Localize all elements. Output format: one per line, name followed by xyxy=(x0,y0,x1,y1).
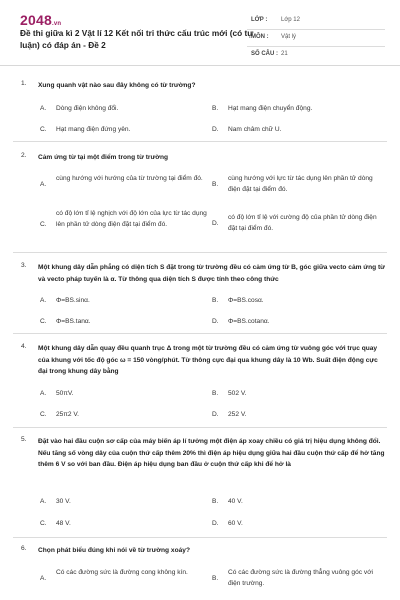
option-letter: A. xyxy=(40,297,47,304)
meta-row-count xyxy=(247,47,385,64)
question-divider xyxy=(13,252,387,253)
option-text: Có các đường sức là đường cong không kín. xyxy=(56,569,188,576)
option-text: Φ=BS.cotanα. xyxy=(228,318,270,325)
question-text: Một khung dây dẫn phẳng có diện tích S đặt trong từ trường đều có cảm ứng từ B, góc giữa vecto cảm ứng từ và vecto pháp tuyến là α. Từ thông qua diện tích S được tính theo công thức xyxy=(38,264,385,283)
meta-label-subject: MÔN : xyxy=(251,34,269,40)
question-divider xyxy=(13,537,387,538)
logo-text: 2048 xyxy=(20,12,52,28)
option-text: 40 V. xyxy=(228,498,243,505)
question-text: Xung quanh vật nào sau đây không có từ trường? xyxy=(38,82,196,89)
option-text: Có các đường sức là đường thẳng vuông góc với điện trường. xyxy=(228,569,373,587)
option-letter: A. xyxy=(40,390,47,397)
meta-value-subject: Vật lý xyxy=(281,34,297,40)
question-text: Chọn phát biểu đúng khi nói về từ trường xoáy? xyxy=(38,547,190,554)
option-letter: A. xyxy=(40,498,47,505)
option-letter: C. xyxy=(40,126,47,133)
meta-label-count: SỐ CÂU : xyxy=(251,51,278,57)
option-letter: B. xyxy=(212,575,219,582)
option-text: 50πV. xyxy=(56,390,74,397)
option-text: cùng hướng với hướng của từ trường tại điểm đó. xyxy=(56,175,203,182)
meta-value-class: Lớp 12 xyxy=(281,17,300,23)
question-number: 2. xyxy=(21,152,27,159)
question-number: 4. xyxy=(21,343,27,350)
exam-meta-table xyxy=(247,13,385,64)
option-text: 252 V. xyxy=(228,411,247,418)
option-text: Φ=BS.tanα. xyxy=(56,318,91,325)
option-letter: B. xyxy=(212,297,219,304)
question-number: 3. xyxy=(21,262,27,269)
question-divider xyxy=(13,333,387,334)
option-letter: C. xyxy=(40,411,47,418)
site-logo[interactable] xyxy=(20,12,61,28)
exam-title: Đề thi giữa kì 2 Vật lí 12 Kết nối tri thức cấu trúc mới (có tự luận) có đáp án - Đề 2 xyxy=(20,28,254,50)
option-letter: A. xyxy=(40,181,47,188)
meta-row-subject xyxy=(247,30,385,47)
option-text: Φ=BS.sinα. xyxy=(56,297,90,304)
option-letter: C. xyxy=(40,520,47,527)
question-divider xyxy=(13,141,387,142)
option-text: Φ=BS.cosα. xyxy=(228,297,264,304)
option-text: Dòng điện không đổi. xyxy=(56,105,119,112)
option-letter: D. xyxy=(212,318,219,325)
option-text: có độ lớn tỉ lệ với cường độ của phần tử dòng điện đặt tại điểm đó. xyxy=(228,214,377,232)
question-number: 1. xyxy=(21,80,27,87)
question-number: 5. xyxy=(21,436,27,443)
option-letter: D. xyxy=(212,220,219,227)
question-text: Một khung dây dẫn quay đều quanh trục Δ trong một từ trường đều có cảm ứng từ vuông góc với trục quay của khung với tốc độ góc ω = 150 vòng/phút. Từ thông cực đại qua khung dây là 10 Wb. Suất điện động cực đại trong khung dây bằng xyxy=(38,345,378,376)
option-text: Hạt mang điện chuyển động. xyxy=(228,105,313,112)
option-text: Nam châm chữ U. xyxy=(228,126,282,133)
question-text: Cảm ứng từ tại một điểm trong từ trường xyxy=(38,154,169,161)
option-letter: A. xyxy=(40,105,47,112)
logo-suffix: .vn xyxy=(51,21,62,27)
option-letter: D. xyxy=(212,126,219,133)
option-letter: D. xyxy=(212,411,219,418)
meta-value-count: 21 xyxy=(281,51,288,57)
option-text: cùng hướng với lực từ tác dụng lên phần tử dòng điện đặt tại điểm đó. xyxy=(228,175,373,193)
option-text: 30 V. xyxy=(56,498,71,505)
option-letter: B. xyxy=(212,390,219,397)
option-letter: A. xyxy=(40,575,47,582)
option-text: Hạt mang điện đứng yên. xyxy=(56,126,131,133)
meta-row-class xyxy=(247,13,385,30)
option-letter: B. xyxy=(212,105,219,112)
option-text: 48 V. xyxy=(56,520,71,527)
question-number: 6. xyxy=(21,545,27,552)
exam-header xyxy=(0,0,400,66)
option-letter: B. xyxy=(212,181,219,188)
option-text: 60 V. xyxy=(228,520,243,527)
meta-label-class: LỚP : xyxy=(251,17,268,23)
question-text: Đặt vào hai đầu cuộn sơ cấp của máy biến áp lí tưởng một điện áp xoay chiều có giá trị hiệu dụng không đổi. Nếu tăng số vòng dây của cuộn thứ cấp thêm 20% thì điện áp hiệu dụng giữa hai đầu cuộn thứ cấp để hở tăng thêm 6 V so với ban đầu. Điện áp hiệu dụng ban đầu ở cuộn thứ cấp khi để hở là xyxy=(38,438,385,469)
option-text: có độ lớn tỉ lệ nghịch với độ lớn của lực từ tác dụng lên phần tử dòng điện đặt tại điểm đó. xyxy=(56,210,207,228)
option-letter: D. xyxy=(212,520,219,527)
option-text: 502 V. xyxy=(228,390,247,397)
option-letter: B. xyxy=(212,498,219,505)
option-letter: C. xyxy=(40,221,47,228)
question-divider xyxy=(13,427,387,428)
option-text: 25π2 V. xyxy=(56,411,80,418)
option-letter: C. xyxy=(40,318,47,325)
